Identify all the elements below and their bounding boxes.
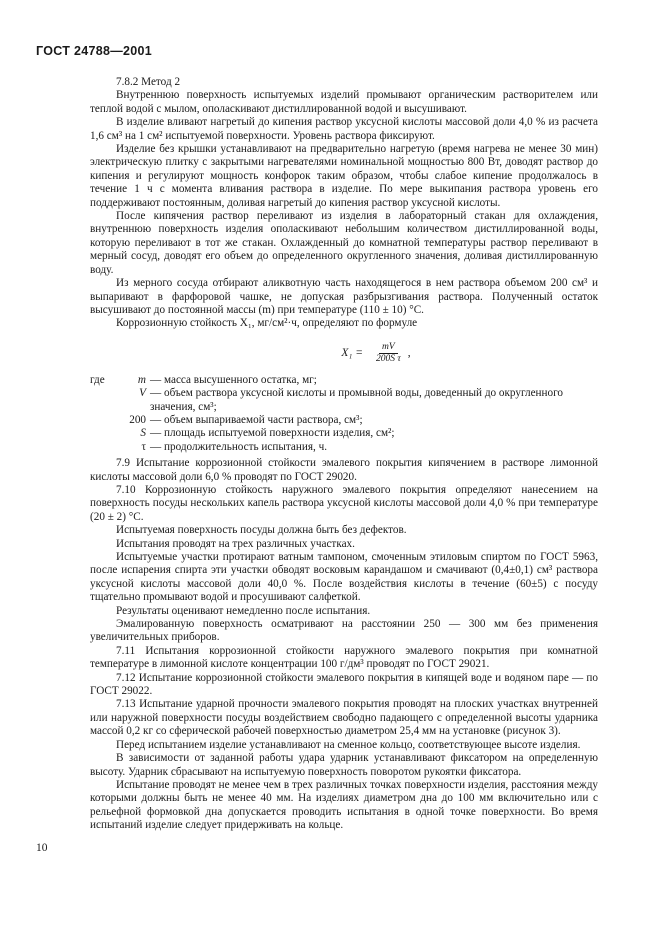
formula-fraction: [373, 342, 404, 365]
paragraph: Коррозионную стойкость X₁, мг/см²·ч, определяют по формуле: [116, 317, 418, 330]
paragraph: Испытание проводят не менее чем в трех различных точках поверхности изделия, расстояния между которыми должны быть не менее 40 мм. На изделиях диаметром дна до 100 мм включительно или с рельефной формовкой дна допускается проводить испытания в одной точке поверхности. Во время испытаний изделие следует придерживать на кольце.: [90, 778, 598, 832]
legend-lead: где: [90, 373, 105, 386]
paragraph: После кипячения раствор переливают из изделия в лабораторный стакан для охлаждения, внутреннюю поверхность изделия ополаскивают небольшим количеством дистиллированной воды, которую переливают в тот же стакан. Охлажденный до комнатной температуры раствор переливают в мерный сосуд, доводят его объем до определенного округленного значения, доливая дистиллированную воду.: [90, 210, 598, 276]
paragraph: Испытуемая поверхность посуды должна быть без дефектов.: [116, 524, 407, 537]
page-number: 10: [36, 842, 48, 854]
legend-symbol: V: [139, 387, 146, 400]
legend-row: [90, 414, 598, 427]
legend-symbol: τ: [141, 440, 146, 453]
paragraph: Перед испытанием изделие устанавливают на сменное кольцо, соответствующее высоте изделия.: [116, 738, 581, 751]
page-content: [90, 76, 598, 833]
formula-denominator: 200S τ: [376, 353, 401, 364]
paragraph: 7.10 Коррозионную стойкость наружного эмалевого покрытия определяют нанесением на поверхность посуды нескольких капель раствора уксусной кислоты массовой доли 4,0 % при температуре (20 ± 2) °С.: [90, 483, 598, 523]
formula-lhs: X₁ =: [341, 346, 363, 359]
paragraph: 7.12 Испытание коррозионной стойкости эмалевого покрытия в кипящей воде и водяном паре — по ГОСТ 29022.: [90, 671, 598, 698]
formula-legend: [90, 374, 598, 454]
legend-symbol: S: [140, 427, 146, 440]
paragraph: Результаты оценивают немедленно после испытания.: [116, 604, 371, 617]
legend-text: — объем выпариваемой части раствора, см³;: [150, 413, 363, 426]
paragraph: 7.9 Испытание коррозионной стойкости эмалевого покрытия кипячением в растворе лимонной кислоты массовой доли 6,0 % проводят по ГОСТ 29020.: [90, 457, 598, 483]
section-heading: 7.8.2 Метод 2: [116, 76, 181, 88]
standard-header: ГОСТ 24788—2001: [36, 44, 153, 58]
paragraph: Испытания проводят на трех различных участках.: [116, 537, 355, 550]
paragraph: Изделие без крышки устанавливают на предварительно нагретую (время нагрева не менее 30 мин) электрическую плитку с закрытыми нагревателями номинальной мощностью 800 Вт, доводят раствор до кипения и регулируют мощность конфорок таким образом, чтобы слабое кипение продолжалось в течение 1 ч с момента вливания раствора в изделие. По мере выкипания раствора уровень его поддерживают постоянным, доливая нагретый до кипения раствор уксусной кислоты.: [90, 143, 598, 209]
legend-row: [90, 374, 598, 387]
paragraph: 7.11 Испытания коррозионной стойкости наружного эмалевого покрытия при комнатной температуре в лимонной кислоте концентрации 100 г/дм³ проводят по ГОСТ 29021.: [90, 644, 598, 671]
paragraph: Испытуемые участки протирают ватным тампоном, смоченным этиловым спиртом по ГОСТ 5963, после испарения спирта эти участки обводят восковым карандашом и смачивают (0,4±0,1) см³ раствора уксусной кислоты массовой доли 40,0 %. После воздействия кислоты в течение (60±5) с посуду тщательно промывают водой и просушивают салфеткой.: [90, 551, 598, 604]
paragraph: Эмалированную поверхность осматривают на расстоянии 250 — 300 мм без применения увеличительных приборов.: [90, 618, 598, 644]
paragraph: Внутреннюю поверхность испытуемых изделий промывают органическим растворителем или теплой водой с мылом, ополаскивают дистиллированной водой и высушивают.: [90, 89, 598, 115]
legend-row: [90, 387, 598, 414]
legend-text: — площадь испытуемой поверхности изделия, см²;: [150, 427, 395, 440]
legend-symbol: m: [137, 373, 146, 386]
paragraph: В изделие вливают нагретый до кипения раствор уксусной кислоты массовой доли 4,0 % из расчета 1,6 см³ на 1 см² испытуемой поверхности. Уровень раствора фиксируют.: [90, 116, 598, 142]
legend-row: [90, 441, 598, 454]
legend-row: [90, 427, 598, 440]
legend-text: — объем раствора уксусной кислоты и промывной воды, доведенный до округленного значения, см³;: [150, 387, 564, 413]
legend-text: — продолжительность испытания, ч.: [150, 440, 328, 453]
paragraph: Из мерного сосуда отбирают аликвотную часть находящегося в нем раствора объемом 200 см³ и выпаривают в фарфоровой чашке, не допуская разбрызгивания раствора. Полученный остаток высушивают до постоянной массы (m) при температуре (110 ± 10) °С.: [90, 277, 598, 316]
paragraph: 7.13 Испытание ударной прочности эмалевого покрытия проводят на плоских участках внутренней или наружной поверхности посуды воздействием свободно падающего с определенной высоты ударника массой 0,2 кг со сферической рабочей поверхностью диаметром 25,4 мм на установке (рисунок 3).: [90, 698, 598, 738]
paragraph: В зависимости от заданной работы удара ударник устанавливают фиксатором на определенную высоту. Ударник сбрасывают на испытуемую поверхность поворотом рукоятки фиксатора.: [90, 752, 598, 778]
corrosion-formula: [154, 342, 598, 365]
formula-tail: ,: [407, 346, 411, 359]
formula-numerator: mV: [379, 342, 398, 354]
legend-text: — масса высушенного остатка, мг;: [150, 373, 317, 386]
legend-symbol: 200: [129, 413, 146, 426]
